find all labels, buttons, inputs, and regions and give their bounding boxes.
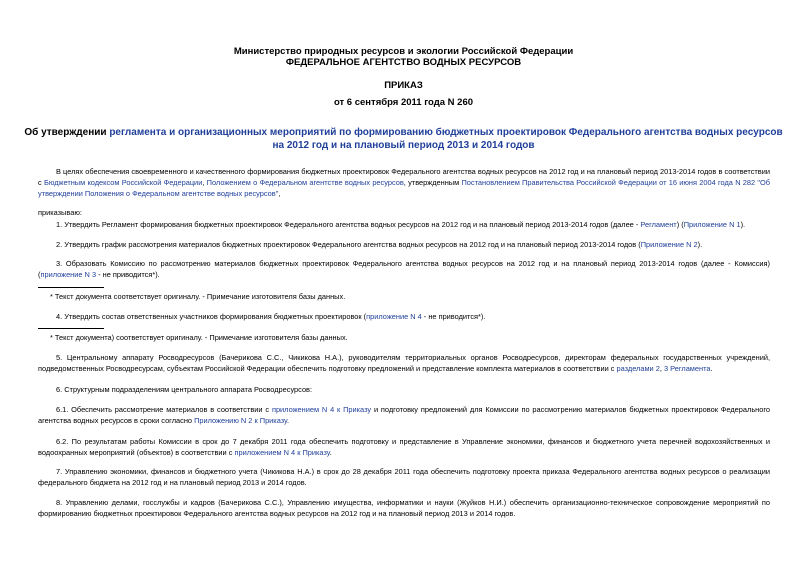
- item-text: 5. Центральному аппарату Росводресурсов (Бачерикова С.С., Чикикова Н.А.), руководителям территориальных органов Росводресурсов, директорам федеральных государственных учреждений, подведомственных Росводресурсам, субъектам Российской Федерации обеспечить подготовку предложений и представление комплекта материалов в соответствии с: [38, 353, 770, 373]
- sections-2-link[interactable]: разделами 2: [616, 364, 660, 373]
- item-text: 4. Утвердить состав ответственных участников формирования бюджетных проектировок (: [56, 312, 367, 321]
- document-date-number: от 6 сентября 2011 года N 260: [333, 97, 474, 108]
- appendix-2-link[interactable]: Приложение N 2: [640, 240, 698, 249]
- title-link[interactable]: регламента и организационных мероприятий по формированию бюджетных проектировок Федерального агентства водных ресурсов на 2012 год и на плановый период 2013 и 2014 годов: [109, 127, 783, 151]
- item-text: 6.2. По результатам работы Комиссии в срок до 7 декабря 2011 года обеспечить подготовку и представление в Управление экономики, финансов и бюджетного учета перечней водохозяйственных и водоохранных мероприятий (объектов) в соответствии с: [38, 437, 770, 457]
- item-text: ).: [740, 220, 746, 229]
- item-text: - не приводится*).: [96, 270, 160, 279]
- item-text: 1. Утвердить Регламент формирования бюджетных проектировок Федерального агентства водных ресурсов на 2012 год и на плановый период 2013-2014 годов (далее -: [56, 220, 641, 229]
- item-text: ) (: [676, 220, 684, 229]
- ministry-name: Министерство природных ресурсов и экологии Российской Федерации: [233, 46, 574, 57]
- appendix-4-order-link[interactable]: приложением N 4 к Приказу: [234, 448, 330, 457]
- item-text: .: [329, 448, 332, 457]
- item-2: [38, 239, 770, 250]
- preamble-text: ,: [278, 189, 281, 198]
- item-text: .: [710, 364, 713, 373]
- appendix-2-order-link[interactable]: Приложению N 2 к Приказу: [194, 416, 287, 425]
- government-resolution-link[interactable]: Постановлением Правительства Российской Федерации от 16 июня 2004 года N 282 "Об утверждении Положения о Федеральном агентстве водных ресурсов": [38, 178, 771, 198]
- item-4: [38, 311, 770, 322]
- sections-3-regulation-link[interactable]: 3 Регламента: [663, 364, 711, 373]
- item-7: 7. Управлению экономики, финансов и бюджетного учета (Чикикова Н.А.) в срок до 28 декабря 2011 года обеспечить подготовку проекта приказа Федерального агентства водных ресурсов о реализации федерального бюджета на 2012 год и на плановый период 2013 и 2014 годов.: [38, 467, 770, 487]
- item-text: ).: [697, 240, 703, 249]
- appendix-4-link[interactable]: приложение N 4: [366, 312, 422, 321]
- regulation-link[interactable]: Регламент: [640, 220, 677, 229]
- agency-regulation-link[interactable]: Положением о Федеральном агентстве водных ресурсов: [206, 178, 404, 187]
- item-5: [38, 352, 770, 374]
- agency-name: ФЕДЕРАЛЬНОЕ АГЕНТСТВО ВОДНЫХ РЕСУРСОВ: [285, 57, 522, 68]
- footnote-2: * Текст документа) соответствует оригиналу. - Примечание изготовителя базы данных.: [50, 333, 348, 342]
- footnote-divider: [38, 328, 104, 329]
- appendix-4-order-link[interactable]: приложением N 4 к Приказу: [271, 405, 372, 414]
- item-3: [38, 258, 770, 280]
- footnote-1: * Текст документа соответствует оригиналу. - Примечание изготовителя базы данных.: [50, 292, 346, 301]
- footnote-divider: [38, 287, 104, 288]
- item-text: 3. Образовать Комиссию по рассмотрению материалов бюджетных проектировок Федерального агентства водных ресурсов на 2012 год и на плановый период 2013-2014 годов (далее - Комиссия) (: [38, 259, 770, 279]
- item-8: 8. Управлению делами, госслужбы и кадров (Бачерикова С.С.), Управлению имущества, информатики и науки (Жуйков Н.И.) обеспечить организационно-техническое сопровождение мероприятий по формированию бюджетных проектировок Федерального агентства водных ресурсов на 2012 год и на плановый период 2013 и 2014 годов.: [38, 498, 770, 518]
- item-6: 6. Структурным подразделениям центрального аппарата Росводресурсов:: [56, 385, 313, 394]
- item-text: 2. Утвердить график рассмотрения материалов бюджетных проектировок Федерального агентства водных ресурсов на 2012 год и на плановый период 2013-2014 годов (: [56, 240, 641, 249]
- budget-code-link[interactable]: Бюджетным кодексом Российской Федерации: [43, 178, 203, 187]
- document-title: [20, 126, 787, 152]
- appendix-3-link[interactable]: приложение N 3: [40, 270, 97, 279]
- item-6-1: [38, 404, 770, 426]
- title-prefix: Об утверждении: [24, 127, 110, 138]
- item-text: - не приводится*).: [421, 312, 486, 321]
- item-text: и подготовку предложений для Комиссии по рассмотрению материалов бюджетных проектировок Федерального агентства водных ресурсов в сроки согласно: [38, 405, 771, 425]
- item-text: 6.1. Обеспечить рассмотрение материалов в соответствии с: [56, 405, 272, 414]
- item-text: ,: [659, 364, 664, 373]
- preamble-text: , утвержденным: [403, 178, 462, 187]
- order-word: приказываю:: [38, 208, 82, 217]
- preamble-paragraph: [38, 166, 770, 199]
- preamble-text: В целях обеспечения своевременного и качественного формирования бюджетных проектировок Федерального агентства водных ресурсов на 2012 год и на плановый период 2013-2014 годов в соответствии с: [38, 167, 770, 187]
- appendix-1-link[interactable]: Приложение N 1: [683, 220, 741, 229]
- preamble-text: ,: [202, 178, 207, 187]
- item-6-2: [38, 436, 770, 458]
- item-text: .: [287, 416, 290, 425]
- document-type: ПРИКАЗ: [384, 80, 423, 91]
- item-1: [38, 219, 770, 230]
